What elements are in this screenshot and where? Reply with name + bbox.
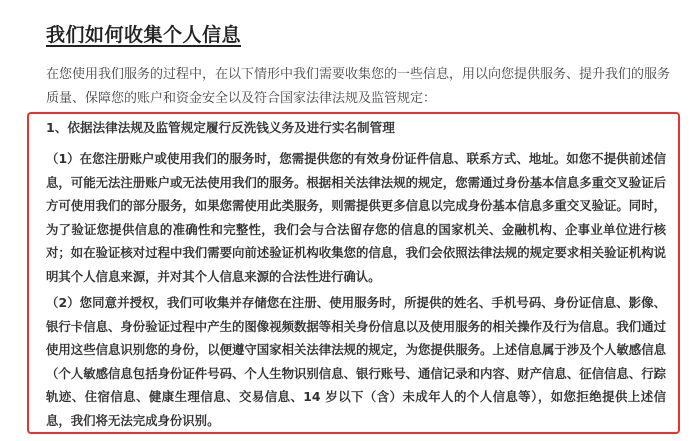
intro-paragraph: 在您使用我们服务的过程中，在以下情形中我们需要收集您的一些信息，用以向您提供服务、提升我们的服务质量、保障您的账户和资金安全以及符合国家法律法规及监管规定： [46,67,671,106]
page-title: 我们如何收集个人信息 [46,24,242,46]
paragraph-1: （1）在您注册账户或使用我们的服务时，您需提供您的有效身份证件信息、联系方式、地址。如您不提供前述信息，可能无法注册账户或无法使用我们的服务。根据相关法律法规的规定，您需通过身份基本信息多重交叉验证后方可使用我们的部分服务，如果您需使用此类服务，则需提供更多信息以完成身份基本信息多重交叉验证。同时，为了验证您提供信息的准确性和完整性，我们会与合法留存您的信息的国家机关、金融机构、企事业单位进行核对；如在验证核对过程中我们需要向前述验证机构收集您的信息，我们会依照法律法规的规定要求相关验证机构说明其个人信息来源，并对其个人信息来源的合法性进行确认。 [46,151,666,284]
paragraph-2: （2）您同意并授权，我们可收集并存储您在注册、使用服务时，所提供的姓名、手机号码、身份证信息、影像、银行卡信息、身份验证过程中产生的图像视频数据等相关身份信息以及使用服务的相关操作及行为信息。我们通过使用这些信息识别您的身份，以便遵守国家相关法律法规的规定，为您提供服务。上述信息属于涉及个人敏感信息（个人敏感信息包括身份证件号码、个人生物识别信息、银行账号、通信记录和内容、财产信息、征信信息、行踪轨迹、住宿信息、健康生理信息、交易信息、14 岁以下（含）未成年人的个人信息等），如您拒绝提供上述信息，我们将无法完成身份识别。 [46,295,666,428]
highlighted-section [46,115,666,435]
section-heading: 1、依据法律法规及监管规定履行反洗钱义务及进行实名制管理 [46,120,395,135]
